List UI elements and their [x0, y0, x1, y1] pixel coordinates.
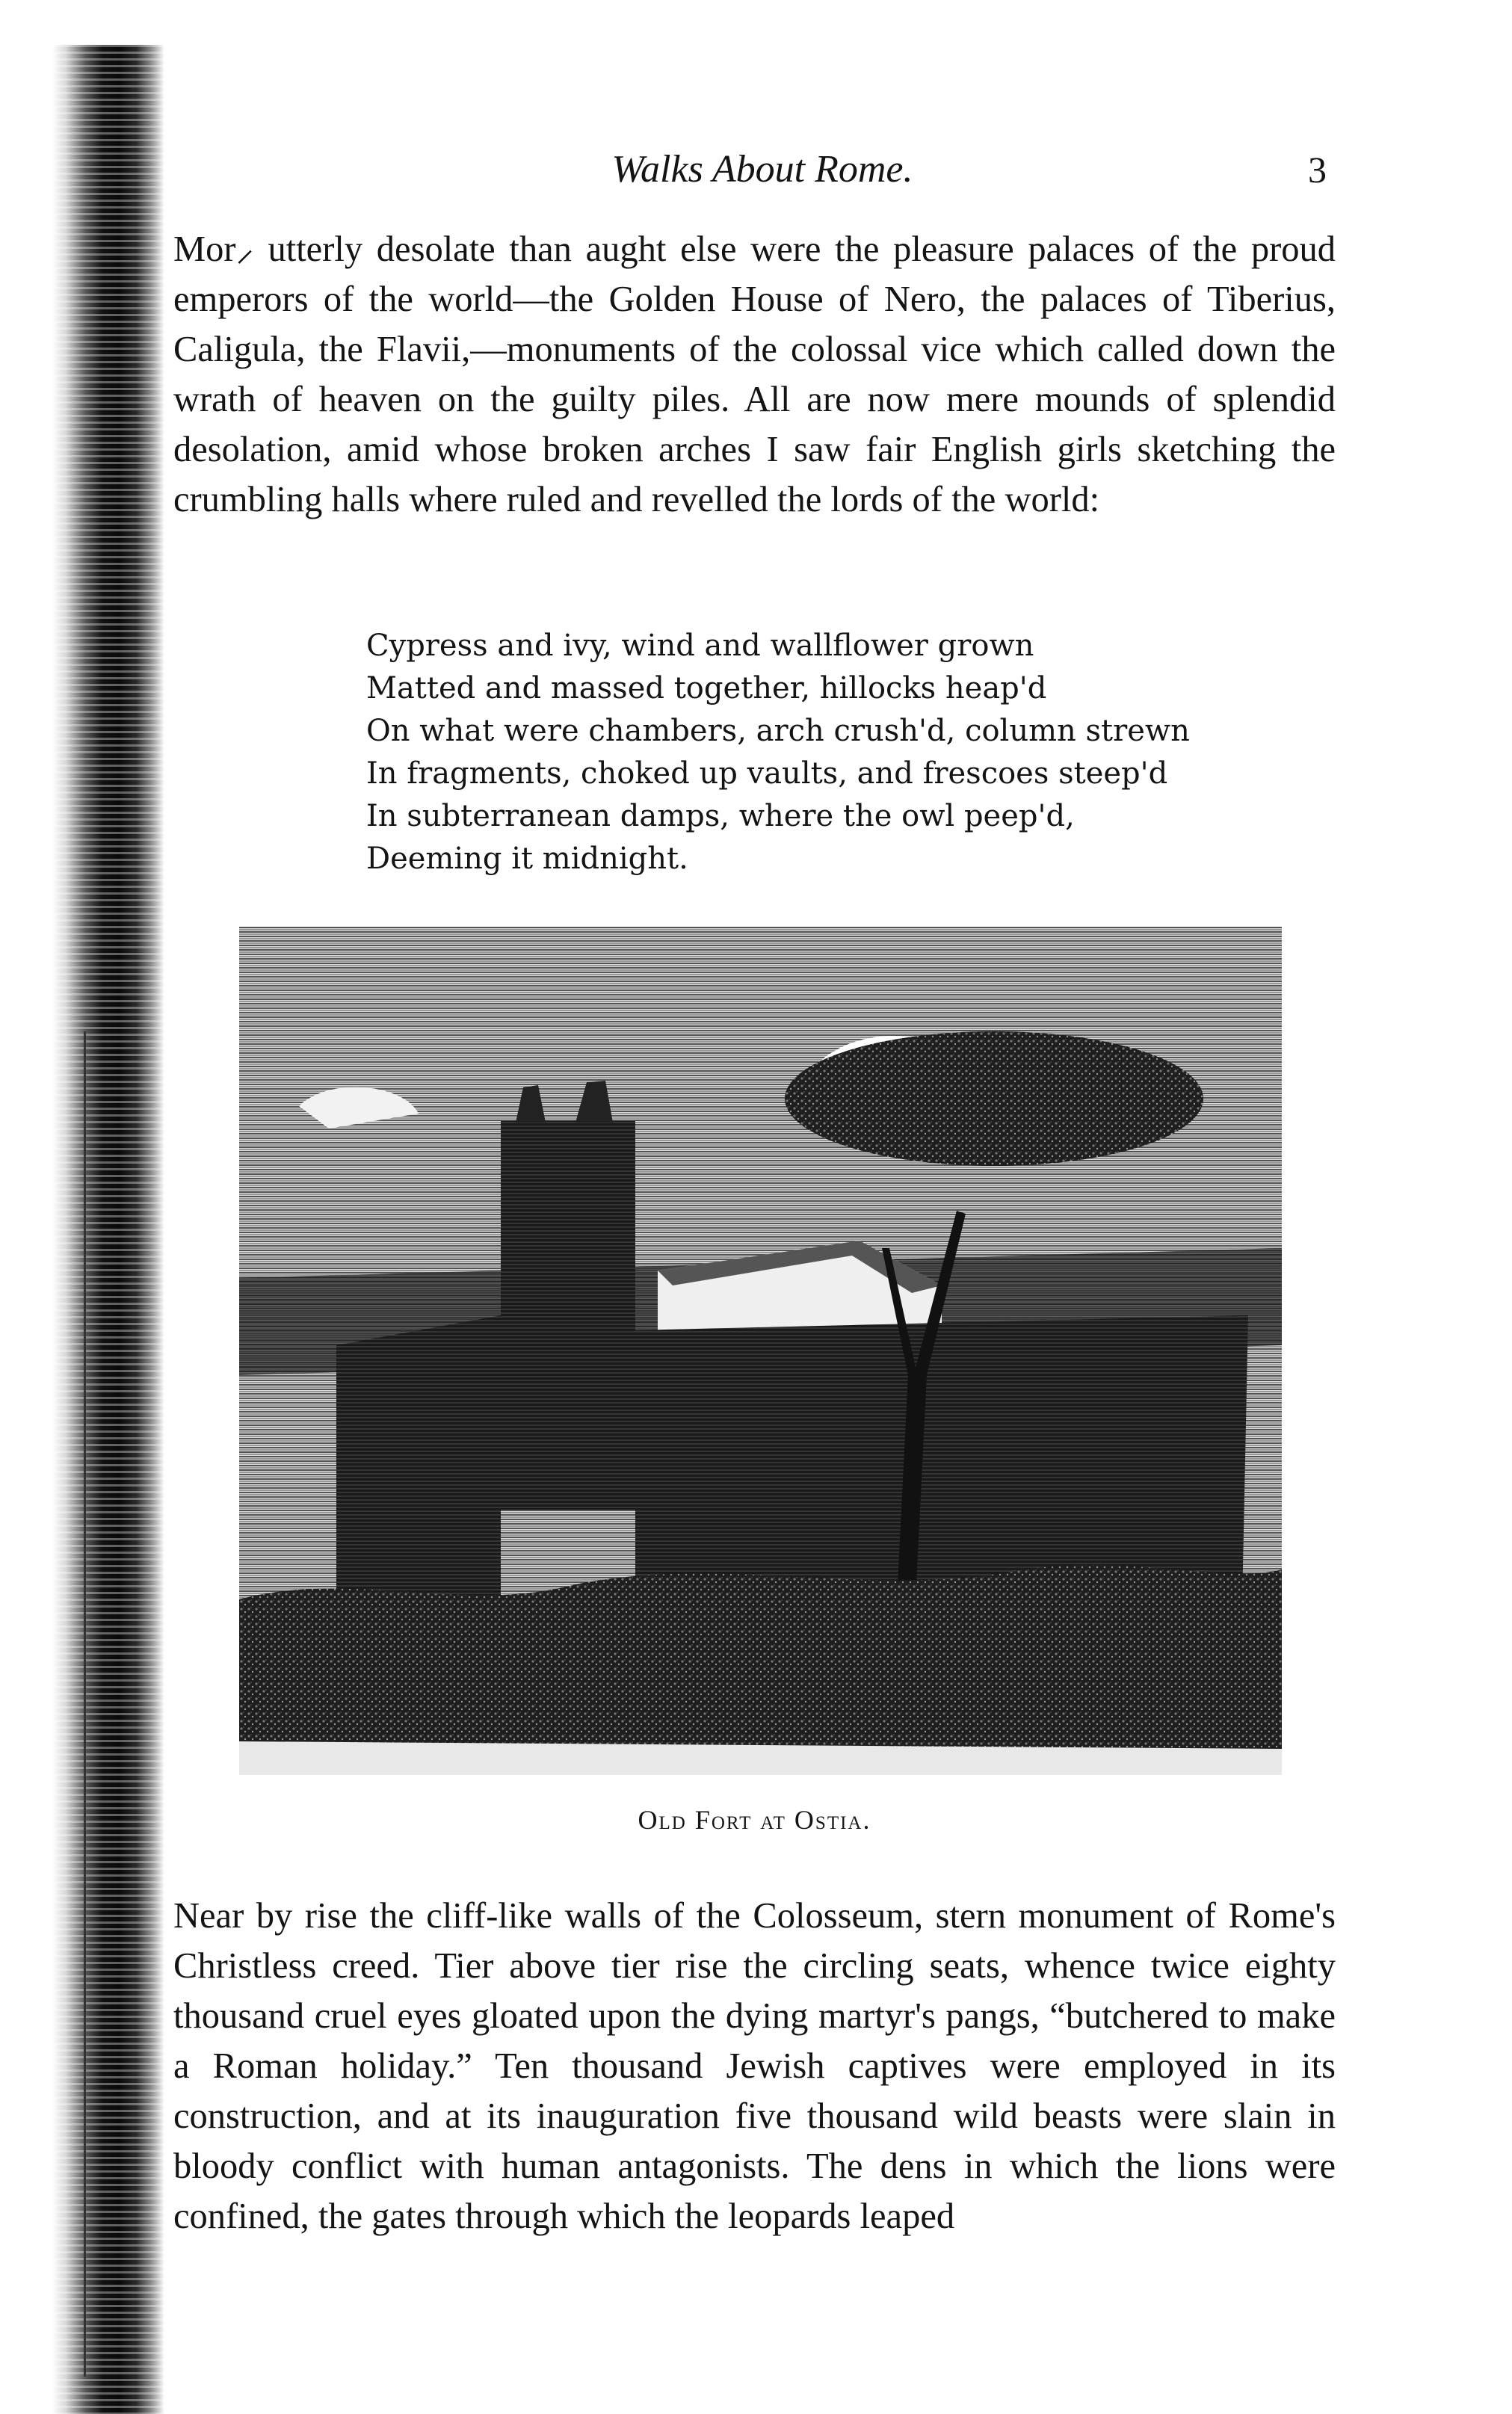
verse-quotation [366, 625, 1263, 880]
verse-line: In fragments, choked up vaults, and frescoes steep'd [366, 756, 1168, 791]
paragraph-colosseum: Near by rise the cliff-like walls of the Colosseum, stern monument of Rome's Christless creed. Tier above tier rise the circling seats, whence twice eighty thousand cruel eyes gloated upon the dying martyr's pangs, “butchered to make a Roman holiday.” Ten thousand Jewish captives were employed in its construction, and at its inauguration five thousand wild beasts were slain in bloody conflict with human antagonists. The dens in which the lions were confined, the gates through which the leopards leaped [173, 1896, 1336, 2236]
paragraph-palaces: Mor⸝ utterly desolate than aught else were the pleasure palaces of the proud emperors of the world—the Golden House of Nero, the palaces of Tiberius, Caligula, the Flavii,—monuments of the colossal vice which called down the wrath of heaven on the guilty piles. All are now mere mounds of splendid desolation, amid whose broken arches I saw fair English girls sketching the crumbling halls where ruled and revelled the lords of the world: [173, 229, 1336, 519]
verse-line: On what were chambers, arch crush'd, column strewn [366, 714, 1190, 748]
figure-caption: Old Fort at Ostia. [638, 1805, 871, 1835]
pine-canopy [785, 1031, 1203, 1166]
binding-rule [84, 1031, 86, 2377]
page-header [179, 143, 1342, 196]
page-number: 3 [1308, 149, 1327, 191]
verse-line: In subterranean damps, where the owl peep'd, [366, 799, 1075, 833]
running-title: Walks About Rome. [611, 148, 913, 191]
engraving-old-fort [239, 927, 1282, 1775]
book-binding-edge [52, 45, 164, 2414]
verse-line: Matted and massed together, hillocks heap'd [366, 671, 1047, 706]
verse-line: Cypress and ivy, wind and wallflower grown [366, 629, 1034, 663]
verse-line: Deeming it midnight. [366, 842, 688, 876]
fort-tower [501, 1121, 635, 1510]
